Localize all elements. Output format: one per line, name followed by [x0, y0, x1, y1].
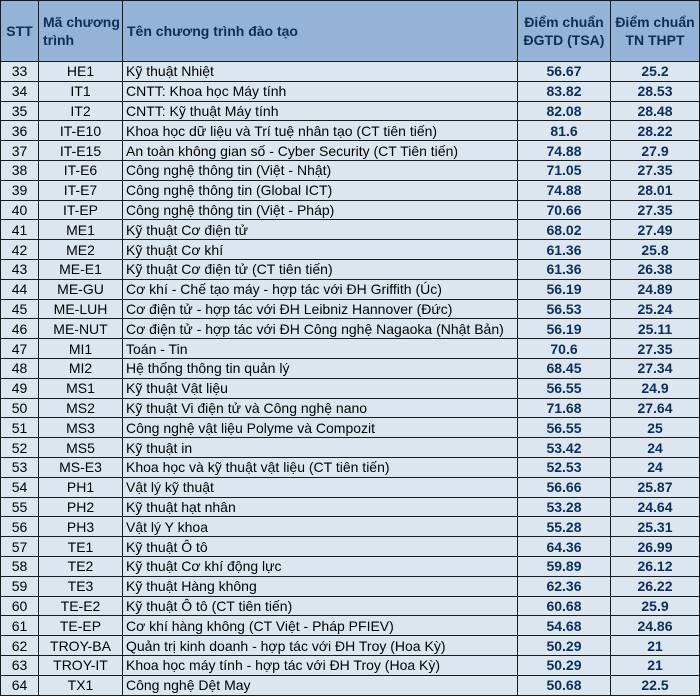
cell-program-name: Kỹ thuật in	[123, 438, 518, 458]
cell-program-name: Cơ khí hàng không (CT Việt - Pháp PFIEV)	[123, 616, 518, 636]
cell-stt: 46	[1, 319, 39, 339]
cell-program-code: ME-E1	[39, 259, 123, 279]
cell-tsa-score: 74.88	[518, 141, 611, 161]
cell-program-code: HE1	[39, 62, 123, 82]
cell-tsa-score: 59.89	[518, 556, 611, 576]
table-row	[1, 141, 700, 161]
cell-thpt-score: 21	[611, 655, 700, 675]
table-row	[1, 240, 700, 260]
table-row	[1, 457, 700, 477]
cell-stt: 34	[1, 81, 39, 101]
cell-program-code: ME1	[39, 220, 123, 240]
cell-program-code: ME-NUT	[39, 319, 123, 339]
cell-tsa-score: 68.45	[518, 358, 611, 378]
header-row	[1, 1, 700, 62]
cell-thpt-score: 28.53	[611, 81, 700, 101]
cell-tsa-score: 52.53	[518, 457, 611, 477]
cell-program-code: PH1	[39, 477, 123, 497]
cell-stt: 57	[1, 537, 39, 557]
cell-thpt-score: 25.87	[611, 477, 700, 497]
cell-stt: 62	[1, 636, 39, 656]
table-row	[1, 418, 700, 438]
cell-program-code: TROY-IT	[39, 655, 123, 675]
cell-program-code: IT2	[39, 101, 123, 121]
cell-thpt-score: 25.2	[611, 62, 700, 82]
cell-stt: 33	[1, 62, 39, 82]
cell-program-name: Công nghệ Dệt May	[123, 675, 518, 695]
cell-thpt-score: 25.9	[611, 596, 700, 616]
cell-stt: 54	[1, 477, 39, 497]
table-row	[1, 438, 700, 458]
table-row	[1, 62, 700, 82]
cell-program-code: TE2	[39, 556, 123, 576]
cell-stt: 43	[1, 259, 39, 279]
cell-thpt-score: 24	[611, 457, 700, 477]
cell-tsa-score: 56.67	[518, 62, 611, 82]
cell-thpt-score: 26.12	[611, 556, 700, 576]
cell-program-name: Hệ thống thông tin quản lý	[123, 358, 518, 378]
cell-program-name: Công nghệ vật liệu Polyme và Compozit	[123, 418, 518, 438]
cell-program-code: MS1	[39, 378, 123, 398]
table-row	[1, 537, 700, 557]
cell-program-code: TX1	[39, 675, 123, 695]
cell-tsa-score: 70.6	[518, 339, 611, 359]
cell-program-code: PH2	[39, 497, 123, 517]
cell-thpt-score: 27.35	[611, 160, 700, 180]
cell-stt: 56	[1, 517, 39, 537]
cell-stt: 37	[1, 141, 39, 161]
cell-stt: 53	[1, 457, 39, 477]
cell-tsa-score: 56.19	[518, 279, 611, 299]
table-row	[1, 655, 700, 675]
cell-program-code: MS3	[39, 418, 123, 438]
cell-stt: 48	[1, 358, 39, 378]
table-row	[1, 299, 700, 319]
cell-program-name: Vật lý Y khoa	[123, 517, 518, 537]
cell-tsa-score: 68.02	[518, 220, 611, 240]
cell-program-code: TROY-BA	[39, 636, 123, 656]
cell-program-code: TE3	[39, 576, 123, 596]
cell-program-code: TE-EP	[39, 616, 123, 636]
header-tsa-score: Điểm chuẩn ĐGTD (TSA)	[518, 1, 611, 62]
cell-tsa-score: 55.28	[518, 517, 611, 537]
table-row	[1, 596, 700, 616]
cell-thpt-score: 28.01	[611, 180, 700, 200]
table-row	[1, 517, 700, 537]
cell-tsa-score: 81.6	[518, 121, 611, 141]
table-row	[1, 378, 700, 398]
cell-thpt-score: 22.5	[611, 675, 700, 695]
cell-thpt-score: 24.89	[611, 279, 700, 299]
table-row	[1, 200, 700, 220]
cell-program-name: Kỹ thuật Cơ điện tử	[123, 220, 518, 240]
table-row	[1, 259, 700, 279]
cell-thpt-score: 28.22	[611, 121, 700, 141]
cell-program-name: Kỹ thuật Ô tô (CT tiên tiến)	[123, 596, 518, 616]
cell-thpt-score: 26.38	[611, 259, 700, 279]
cell-program-name: Kỹ thuật Nhiệt	[123, 62, 518, 82]
cell-stt: 44	[1, 279, 39, 299]
table-row	[1, 220, 700, 240]
table-row	[1, 576, 700, 596]
cell-thpt-score: 24.9	[611, 378, 700, 398]
cell-stt: 64	[1, 675, 39, 695]
cell-tsa-score: 56.53	[518, 299, 611, 319]
table-row	[1, 279, 700, 299]
cell-program-name: Cơ điện tử - hợp tác với ĐH Leibniz Hannover (Đức)	[123, 299, 518, 319]
cell-tsa-score: 50.29	[518, 655, 611, 675]
cell-program-code: ME2	[39, 240, 123, 260]
cell-program-code: MI2	[39, 358, 123, 378]
cell-stt: 38	[1, 160, 39, 180]
cell-thpt-score: 27.9	[611, 141, 700, 161]
cell-tsa-score: 62.36	[518, 576, 611, 596]
cell-program-code: IT1	[39, 81, 123, 101]
cell-stt: 52	[1, 438, 39, 458]
cell-program-code: MS-E3	[39, 457, 123, 477]
cell-program-name: Vật lý kỹ thuật	[123, 477, 518, 497]
table-row	[1, 616, 700, 636]
cell-thpt-score: 28.48	[611, 101, 700, 121]
cell-program-code: IT-E10	[39, 121, 123, 141]
cell-stt: 36	[1, 121, 39, 141]
cell-stt: 40	[1, 200, 39, 220]
cell-stt: 50	[1, 398, 39, 418]
cell-program-name: Kỹ thuật Cơ khí	[123, 240, 518, 260]
cell-program-code: IT-EP	[39, 200, 123, 220]
cell-program-name: Kỹ thuật Cơ điện tử (CT tiên tiến)	[123, 259, 518, 279]
table-row	[1, 398, 700, 418]
cell-tsa-score: 53.42	[518, 438, 611, 458]
cell-program-code: MI1	[39, 339, 123, 359]
cell-program-code: IT-E7	[39, 180, 123, 200]
table-row	[1, 101, 700, 121]
cell-program-name: Công nghệ thông tin (Việt - Nhật)	[123, 160, 518, 180]
cell-tsa-score: 82.08	[518, 101, 611, 121]
cell-program-code: PH3	[39, 517, 123, 537]
cell-program-name: Kỹ thuật Cơ khí động lực	[123, 556, 518, 576]
cell-thpt-score: 27.35	[611, 200, 700, 220]
cell-thpt-score: 24	[611, 438, 700, 458]
cell-program-name: CNTT: Khoa học Máy tính	[123, 81, 518, 101]
cell-tsa-score: 50.29	[518, 636, 611, 656]
cell-program-name: Kỹ thuật Hàng không	[123, 576, 518, 596]
cell-tsa-score: 54.68	[518, 616, 611, 636]
cell-program-code: IT-E15	[39, 141, 123, 161]
cell-program-name: Kỹ thuật Ô tô	[123, 537, 518, 557]
cell-thpt-score: 27.34	[611, 358, 700, 378]
cell-program-code: MS5	[39, 438, 123, 458]
cell-thpt-score: 24.64	[611, 497, 700, 517]
cell-thpt-score: 25.24	[611, 299, 700, 319]
cell-program-name: Cơ khí - Chế tạo máy - hợp tác với ĐH Griffith (Úc)	[123, 279, 518, 299]
table-row	[1, 477, 700, 497]
cell-tsa-score: 61.36	[518, 240, 611, 260]
cell-stt: 35	[1, 101, 39, 121]
cell-program-code: TE-E2	[39, 596, 123, 616]
cell-thpt-score: 24.86	[611, 616, 700, 636]
cell-stt: 61	[1, 616, 39, 636]
cell-stt: 49	[1, 378, 39, 398]
cell-tsa-score: 71.68	[518, 398, 611, 418]
cell-stt: 58	[1, 556, 39, 576]
cell-tsa-score: 56.55	[518, 418, 611, 438]
cell-tsa-score: 64.36	[518, 537, 611, 557]
table-row	[1, 497, 700, 517]
header-stt: STT	[1, 1, 39, 62]
table-row	[1, 180, 700, 200]
cell-program-name: Khoa học và kỹ thuật vật liệu (CT tiên tiến)	[123, 457, 518, 477]
cell-stt: 45	[1, 299, 39, 319]
header-program-name: Tên chương trình đào tạo	[123, 1, 518, 62]
cell-tsa-score: 74.88	[518, 180, 611, 200]
header-thpt-score: Điểm chuẩn TN THPT	[611, 1, 700, 62]
cell-tsa-score: 56.66	[518, 477, 611, 497]
cell-stt: 39	[1, 180, 39, 200]
cell-stt: 51	[1, 418, 39, 438]
cell-tsa-score: 61.36	[518, 259, 611, 279]
cell-program-name: Toán - Tin	[123, 339, 518, 359]
table-row	[1, 81, 700, 101]
table-row	[1, 358, 700, 378]
cell-program-name: Kỹ thuật hạt nhân	[123, 497, 518, 517]
cell-program-code: TE1	[39, 537, 123, 557]
cell-thpt-score: 26.99	[611, 537, 700, 557]
cell-program-name: Quản trị kinh doanh - hợp tác với ĐH Troy (Hoa Kỳ)	[123, 636, 518, 656]
cell-tsa-score: 56.55	[518, 378, 611, 398]
cell-program-name: Công nghệ thông tin (Việt - Pháp)	[123, 200, 518, 220]
cell-program-code: MS2	[39, 398, 123, 418]
cell-thpt-score: 27.64	[611, 398, 700, 418]
cell-program-name: Kỹ thuật Vật liệu	[123, 378, 518, 398]
cell-program-code: IT-E6	[39, 160, 123, 180]
cell-program-name: CNTT: Kỹ thuật Máy tính	[123, 101, 518, 121]
cell-stt: 41	[1, 220, 39, 240]
table-row	[1, 556, 700, 576]
cell-tsa-score: 71.05	[518, 160, 611, 180]
header-program-code: Mã chương trình	[39, 1, 123, 62]
cell-program-name: Công nghệ thông tin (Global ICT)	[123, 180, 518, 200]
cell-program-name: An toàn không gian số - Cyber Security (CT Tiên tiến)	[123, 141, 518, 161]
cell-program-name: Khoa học máy tính - hợp tác với ĐH Troy (Hoa Kỳ)	[123, 655, 518, 675]
cell-tsa-score: 53.28	[518, 497, 611, 517]
cell-program-name: Cơ điện tử - hợp tác với ĐH Công nghệ Nagaoka (Nhật Bản)	[123, 319, 518, 339]
cell-thpt-score: 25.31	[611, 517, 700, 537]
cell-thpt-score: 21	[611, 636, 700, 656]
cell-tsa-score: 70.66	[518, 200, 611, 220]
cell-thpt-score: 25.11	[611, 319, 700, 339]
cell-stt: 42	[1, 240, 39, 260]
cell-thpt-score: 25	[611, 418, 700, 438]
cell-tsa-score: 56.19	[518, 319, 611, 339]
cell-stt: 60	[1, 596, 39, 616]
cell-thpt-score: 27.49	[611, 220, 700, 240]
cell-thpt-score: 26.22	[611, 576, 700, 596]
cell-program-code: ME-GU	[39, 279, 123, 299]
table-row	[1, 319, 700, 339]
cell-stt: 47	[1, 339, 39, 359]
cell-program-name: Khoa học dữ liệu và Trí tuệ nhân tạo (CT tiên tiến)	[123, 121, 518, 141]
cell-tsa-score: 50.68	[518, 675, 611, 695]
cell-tsa-score: 60.68	[518, 596, 611, 616]
cell-program-name: Kỹ thuật Vi điện tử và Công nghệ nano	[123, 398, 518, 418]
table-row	[1, 339, 700, 359]
cell-thpt-score: 25.8	[611, 240, 700, 260]
cell-stt: 63	[1, 655, 39, 675]
table-row	[1, 160, 700, 180]
table-row	[1, 675, 700, 695]
table-body	[1, 62, 700, 696]
cell-thpt-score: 27.35	[611, 339, 700, 359]
cell-tsa-score: 83.82	[518, 81, 611, 101]
table-row	[1, 121, 700, 141]
cell-stt: 55	[1, 497, 39, 517]
table-row	[1, 636, 700, 656]
cell-program-code: ME-LUH	[39, 299, 123, 319]
cell-stt: 59	[1, 576, 39, 596]
